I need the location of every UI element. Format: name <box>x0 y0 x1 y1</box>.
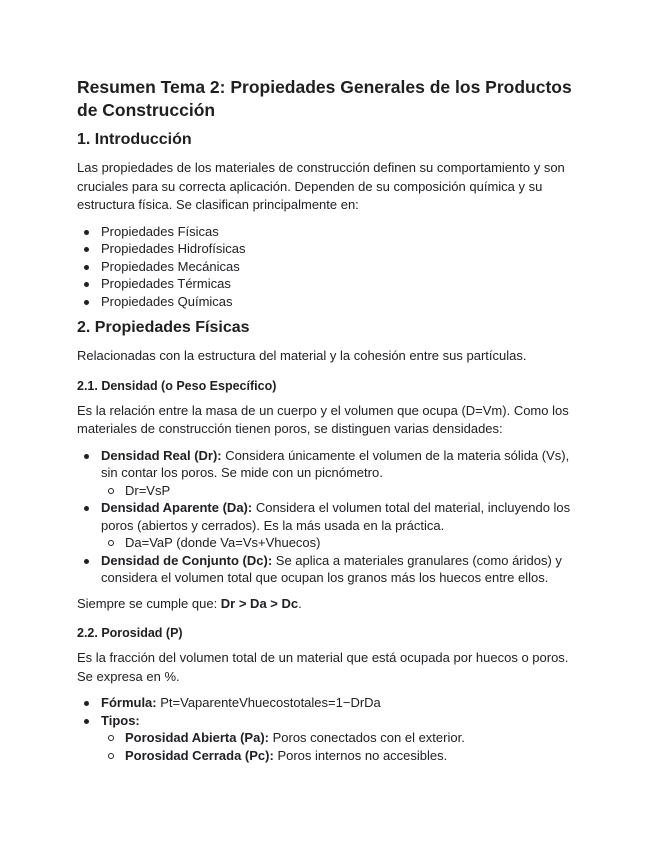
list-item <box>77 712 577 765</box>
formula-text: Pt=VaparenteVhuecostotales=1−DrDa <box>156 695 381 710</box>
sub-list <box>101 482 577 500</box>
type-term: Porosidad Abierta (Pa): <box>125 730 269 745</box>
list-item <box>77 499 577 552</box>
list-item: Propiedades Hidrofísicas <box>77 240 577 258</box>
density-conclusion <box>77 595 577 614</box>
section-2-heading: 2. Propiedades Físicas <box>77 319 250 336</box>
conclusion-inequality: Dr > Da > Dc <box>220 595 299 611</box>
list-item: Propiedades Mecánicas <box>77 258 577 276</box>
term-text: Considera únicamente el volumen de la materia sólida (Vs), sin contar los poros. Se mide con un picnómetro. <box>101 447 570 480</box>
types-label: Tipos: <box>101 712 140 728</box>
term-text: Considera el volumen total del material, incluyendo los poros (abiertos y cerrados). Es la más usada en la práctica. <box>101 500 571 533</box>
section-2-1-paragraph: Es la relación entre la masa de un cuerpo y el volumen que ocupa (D=Vm). Como los materiales de construcción tienen poros, se distinguen varias densidades: <box>77 402 569 436</box>
list-item <box>77 552 577 587</box>
document-title: Resumen Tema 2: Propiedades Generales de los Productos de Construcción <box>77 77 572 120</box>
porosity-list <box>77 694 577 764</box>
sub-list <box>101 534 577 552</box>
list-item: Propiedades Químicas <box>77 293 577 311</box>
document-page <box>77 76 577 772</box>
type-text: Poros conectados con el exterior. <box>268 730 465 745</box>
type-item <box>101 747 577 765</box>
list-item <box>77 447 577 500</box>
list-item: Propiedades Térmicas <box>77 275 577 293</box>
term-label: Densidad Aparente (Da): <box>101 500 253 515</box>
conclusion-period: . <box>298 595 302 611</box>
formula-item: Da=VaP (donde Va=Vs+Vhuecos) <box>101 534 577 552</box>
type-text: Poros internos no accesibles. <box>273 747 448 763</box>
term-label: Densidad de Conjunto (Dc): <box>101 552 273 568</box>
term-text: Se aplica a materiales granulares (como áridos) y considera el volumen total que ocupan los granos más los huecos entre ellos. <box>101 552 562 585</box>
density-list <box>77 447 577 587</box>
list-item: Propiedades Físicas <box>77 223 577 241</box>
section-2-2-paragraph: Es la fracción del volumen total de un material que está ocupada por huecos o poros. Se expresa en %. <box>77 650 569 684</box>
section-2-1-heading: 2.1. Densidad (o Peso Específico) <box>77 378 277 393</box>
type-item <box>101 729 577 747</box>
term-label: Densidad Real (Dr): <box>101 447 222 463</box>
conclusion-text: Siempre se cumple que: <box>77 595 221 611</box>
section-1-paragraph: Las propiedades de los materiales de construcción definen su comportamiento y son cruciales para su correcta aplicación. Dependen de su composición química y su estructura física. Se clasifican principalmente en: <box>77 160 565 212</box>
properties-list <box>77 223 577 311</box>
section-2-paragraph: Relacionadas con la estructura del material y la cohesión entre sus partículas. <box>77 348 527 363</box>
section-2-2-heading: 2.2. Porosidad (P) <box>77 626 183 640</box>
section-1-heading: 1. Introducción <box>77 131 192 148</box>
type-term: Porosidad Cerrada (Pc): <box>125 747 274 763</box>
formula-label: Fórmula: <box>101 695 157 710</box>
list-item <box>77 694 577 712</box>
formula-item: Dr=VsP <box>101 482 577 500</box>
sub-list <box>101 729 577 764</box>
